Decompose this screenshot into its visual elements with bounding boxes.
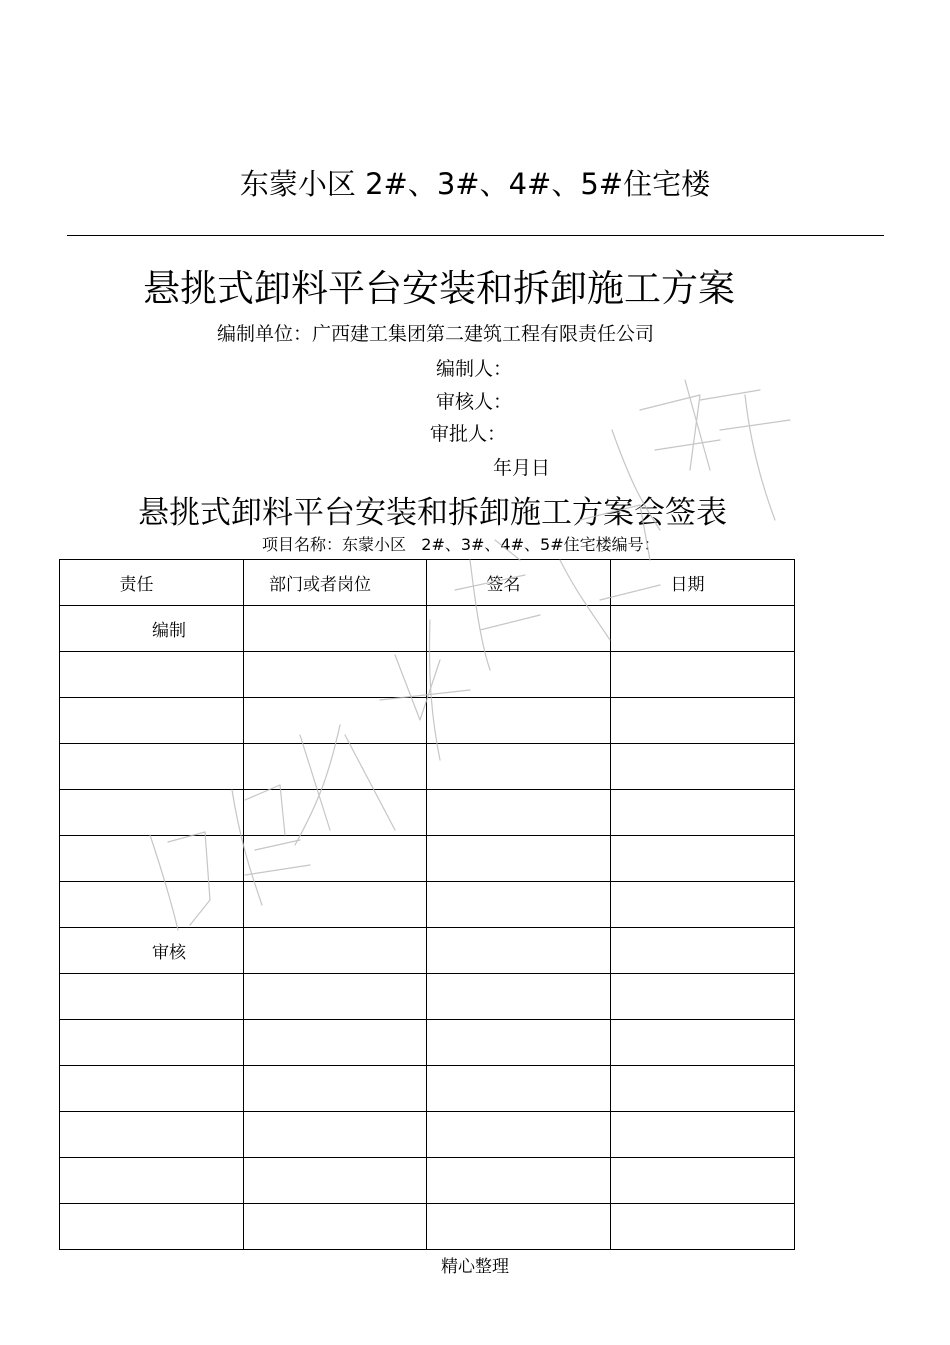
cell-date (611, 1112, 795, 1158)
cell-signature (427, 1204, 611, 1250)
cell-signature (427, 836, 611, 882)
table-header-row (60, 560, 795, 606)
cell-department (244, 1020, 427, 1066)
table-row (60, 1204, 795, 1250)
cell-date (611, 698, 795, 744)
project-name-line: 项目名称：东蒙小区 2#、3#、4#、5#住宅楼编号： (262, 535, 660, 554)
cell-department (244, 1066, 427, 1112)
table-row (60, 744, 795, 790)
cell-signature (427, 790, 611, 836)
cell-date (611, 882, 795, 928)
cell-department (244, 836, 427, 882)
cell-department (244, 928, 427, 974)
cell-department (244, 606, 427, 652)
cell-responsibility: 编制 (60, 606, 244, 652)
cell-signature (427, 1158, 611, 1204)
cell-department (244, 790, 427, 836)
cell-date (611, 1020, 795, 1066)
cell-signature (427, 882, 611, 928)
reviewer-person-label: 审核人： (436, 391, 513, 413)
header-divider (67, 235, 884, 236)
header-date: 日期 (611, 560, 795, 606)
cell-responsibility (60, 652, 244, 698)
table-row (60, 1112, 795, 1158)
table-row (60, 1158, 795, 1204)
cell-signature (427, 928, 611, 974)
cell-signature (427, 1112, 611, 1158)
cell-department (244, 1112, 427, 1158)
cell-responsibility (60, 1020, 244, 1066)
table-row (60, 1066, 795, 1112)
header-signature: 签名 (427, 560, 611, 606)
cell-responsibility (60, 1204, 244, 1250)
cell-date (611, 790, 795, 836)
cell-date (611, 1204, 795, 1250)
table-row (60, 928, 795, 974)
cell-signature (427, 974, 611, 1020)
cell-date (611, 836, 795, 882)
table-row (60, 606, 795, 652)
cell-signature (427, 606, 611, 652)
cell-signature (427, 1020, 611, 1066)
cell-responsibility (60, 1158, 244, 1204)
table-row (60, 790, 795, 836)
cell-responsibility (60, 882, 244, 928)
project-title: 东蒙小区 2#、3#、4#、5#住宅楼 (239, 167, 711, 201)
cell-responsibility (60, 698, 244, 744)
table-row (60, 974, 795, 1020)
table-row (60, 1020, 795, 1066)
signoff-table (59, 559, 795, 1250)
cell-date (611, 1066, 795, 1112)
signoff-table-title: 悬挑式卸料平台安装和拆卸施工方案会签表 (138, 495, 727, 531)
cell-date (611, 1158, 795, 1204)
table-row (60, 698, 795, 744)
cell-responsibility (60, 1112, 244, 1158)
cell-responsibility (60, 836, 244, 882)
cell-responsibility (60, 790, 244, 836)
cell-date (611, 652, 795, 698)
cell-responsibility (60, 974, 244, 1020)
cell-department (244, 652, 427, 698)
header-department: 部门或者岗位 (244, 560, 427, 606)
table-row (60, 882, 795, 928)
cell-signature (427, 652, 611, 698)
cell-department (244, 744, 427, 790)
signoff-table-body (60, 560, 795, 1250)
compiler-unit: 编制单位：广西建工集团第二建筑工程有限责任公司 (217, 323, 655, 345)
approver-person-label: 审批人： (430, 423, 507, 445)
table-row (60, 652, 795, 698)
footer-note: 精心整理 (441, 1257, 509, 1277)
cell-responsibility: 审核 (60, 928, 244, 974)
cell-responsibility (60, 744, 244, 790)
cell-responsibility (60, 1066, 244, 1112)
date-label: 年月日 (493, 457, 551, 479)
cell-department (244, 1204, 427, 1250)
cell-date (611, 744, 795, 790)
cell-department (244, 1158, 427, 1204)
cell-department (244, 698, 427, 744)
plan-title: 悬挑式卸料平台安装和拆卸施工方案 (143, 267, 735, 310)
cell-signature (427, 1066, 611, 1112)
table-row (60, 836, 795, 882)
cell-signature (427, 744, 611, 790)
cell-date (611, 606, 795, 652)
cell-date (611, 928, 795, 974)
cell-date (611, 974, 795, 1020)
cell-department (244, 882, 427, 928)
compiler-person-label: 编制人： (436, 358, 513, 380)
header-responsibility: 责任 (60, 560, 244, 606)
cell-signature (427, 698, 611, 744)
cell-department (244, 974, 427, 1020)
